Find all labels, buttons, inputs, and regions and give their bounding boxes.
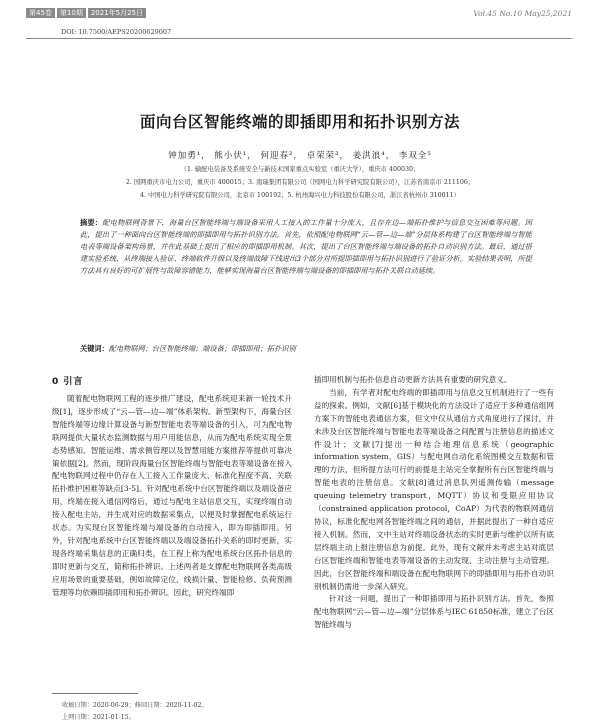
footnote: 收稿日期：2020-06-29；修回日期：2020-11-02。 — [62, 702, 208, 709]
footnote-rule — [52, 693, 138, 694]
paragraph: 插即用机制与拓扑信息自动更新方法具有重要的研究意义。 — [314, 375, 512, 384]
paragraph: 随着配电物联网工程的逐步推广建设，配电系统迎来新一轮技术升级[1]，逐步形成了“云—管—边—端”体系架构。新型架构下，海量台区智能终端等边缘计算设备与新型智能电表等端设备的引入，可为配电物联网提供大量状态监测数据与用户用能信息，从而为配电系统实现全景态势感知、智能运维、需求侧管理以及智慧用能方案推荐等提供可靠决策依据[2]。然而，现阶段海量台区智能终端与智能电表等端设备在接入配电物联网过程中仍存在人工接入工作量庞大、标准化程度不高、关联拓扑维护困难等缺点[3-5]。针对配电系统中台区智能终端以及端设备应用，终端在接入通信网络后，通过与配电主站信息交互，实现终端自动接入配电主站，并生成对应的数据采集点，以便及时掌握配电系统运行状态。为实现台区智能终端与端设备的自动接入，即为即插即用。另外，针对配电系统中台区智能终端以及端设备拓扑关系的即时更新，实现各终端采集信息的正确归类，在工程上称为配电系统台区拓扑信息的即时更新与交互，简称拓扑辨识。上述两者是支撑配电物联网各类高级应用场景的重要基础，例如故障定位、线损计量、智能检修、负荷预测管理等均依赖即插即用和拓扑辨识。因此，研究终端即 — [52, 394, 292, 597]
abstract-label: 摘要： — [80, 218, 103, 227]
abstract — [80, 217, 532, 277]
section-heading: 0 引言 — [52, 377, 84, 387]
keywords — [80, 344, 532, 354]
paragraph: 针对这一问题，提出了一种即插即用与拓扑识别方法。首先，参照配电物联网“云—管—边—端”分层体系与IEC 61850标准，建立了台区智能终端与 — [314, 594, 554, 630]
issue-label: 第10期 — [57, 8, 86, 18]
footnote: 上网日期：2021-01-15。 — [62, 714, 135, 721]
paragraph: 当前，有学者对配电终端的即插即用与信息交互机制进行了一些有益的探索。例如，文献[6]基于模块化的方法设计了适应于多种通信组网方案下的智能电表通信方案，但文中仅从通信方式角度进行了探讨，并未涉及台区智能终端与智能电表等端设备之间配置与注册信息的描述文件设计；文献[7]提出一种结合地理信息系统（geographic information system，GIS）与配电网自动化系统图模交互数据和管理的方法，但所提方法可行的前提是主站完全掌握所有台区智能终端与智能电表的注册信息。文献[8]通过消息队列遥测传输（message queuing telemetry transport，MQTT）协议和受限应用协议（constrained application protocol，CoAP）为代表的物联网通信协议，标准化配电网各智能终端之间的通信，并据此提出了一种自适应接入机制。然而，文中主站对终端设备状态的实时更新与维护以所有底层终端主动上报注册信息为前提。此外，现有文献并未考虑主站对底层台区智能终端和智能电表等端设备的主动发现、主动注册与主动管理。因此，台区智能终端和端设备在配电物联网下的即插即用与拓扑自动识别机制仍需进一步深入研究。 — [314, 387, 554, 591]
doi: DOI: 10.7500/AEPS20200629007 — [61, 28, 172, 36]
abstract-text: 配电物联网背景下，海量台区智能终端与端设备采用人工接入的工作量十分庞大，且存在边—端拓扑维护与信息交互困难等问题。因此，提出了一种面向台区智能终端的即插即用与拓扑识别方法。首先，依照配电物联网“云—管—边—端”分层体系构建了台区智能终端与智能电表等端设备架构场景，并在此基础上提出了相应的即插即用机制。其次，提出了台区智能终端与端设备的拓扑自动识别方法。最后，通过搭建实验系统，从终端接入验证、终端软件升级以及终端故障下线进出3个部分对所提即插即用与拓扑识别进行了验证分析。实验结果表明，所提方法具有良好的可扩展性与故障容错能力，能够实现海量台区智能终端与端设备的即插即用与拓扑关联自动延续。 — [80, 218, 532, 275]
paper-title: 面向台区智能终端的即插即用和拓扑识别方法 — [139, 113, 460, 131]
date-label: 2021年5月25日 — [88, 8, 146, 18]
keywords-label: 关键词： — [80, 344, 109, 353]
affiliation-line: 2. 国网重庆市电力公司，重庆市 400015；3. 南瑞集团有限公司（国网电力科学研究院有限公司），江苏省南京市 211106； — [125, 179, 475, 186]
affiliation-line: （1. 输配电装备及系统安全与新技术国家重点实验室（重庆大学），重庆市 400030； — [180, 166, 420, 173]
journal-issue-tag — [26, 8, 148, 18]
keywords-text: 配电物联网；台区智能终端；端设备；即插即用；拓扑识别 — [108, 344, 296, 353]
journal-info-right: Vol.45 No.10 May25,2021 — [473, 9, 572, 18]
body-column-left — [52, 393, 292, 600]
header-rule — [26, 38, 572, 39]
affiliation-line: 4. 中国电力科学研究院有限公司，北京市 100192；5. 杭州海兴电力科技股份有限公司，浙江省杭州市 310011） — [140, 192, 460, 199]
author-list: 钟加勇¹， 熊小伏¹， 何迎春²， 卓荣荣³， 姜洪浪⁴， 李双全⁵ — [168, 151, 432, 161]
body-column-right — [314, 374, 554, 632]
volume-label: 第45卷 — [26, 8, 55, 18]
